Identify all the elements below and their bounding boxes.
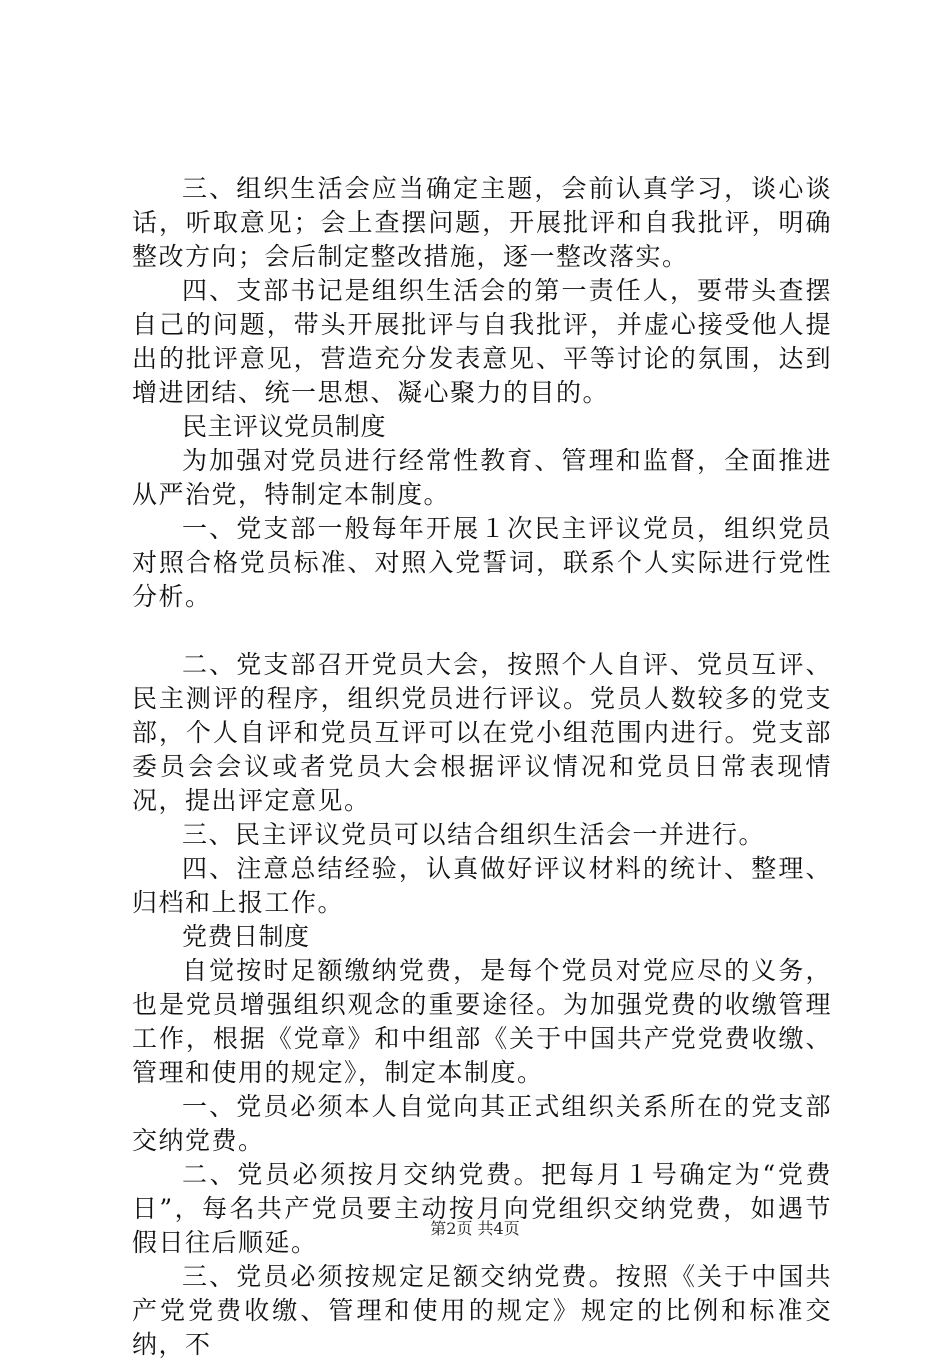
paragraph-dues-monthly: 二、党员必须按月交纳党费。把每月１号确定为“党费日”，每名共产党员要主动按月向党组织交纳党费，如遇节假日往后顺延。: [132, 1160, 832, 1257]
paragraph-evaluation-combined: 三、民主评议党员可以结合组织生活会一并进行。: [182, 820, 766, 849]
section-heading-evaluation: 民主评议党员制度: [182, 412, 387, 441]
document-body: [132, 172, 832, 1362]
paragraph-gap: [132, 614, 832, 648]
paragraph-secretary-responsibility: 四、支部书记是组织生活会的第一责任人，要带头查摆自己的问题，带头开展批评与自我批评，并虚心接受他人提出的批评意见，营造充分发表意见、平等讨论的氛围，达到增进团结、统一思想、凝心聚力的目的。: [132, 276, 832, 407]
paragraph-dues-amount: 三、党员必须按规定足额交纳党费。按照《关于中国共产党党费收缴、管理和使用的规定》规定的比例和标准交纳，不: [132, 1262, 832, 1359]
paragraph-evaluation-purpose: 为加强对党员进行经常性教育、管理和监督，全面推进从严治党，特制定本制度。: [132, 446, 832, 509]
section-heading-dues-day: 党费日制度: [182, 922, 310, 951]
paragraph-evaluation-procedure: 二、党支部召开党员大会，按照个人自评、党员互评、民主测评的程序，组织党员进行评议。党员人数较多的党支部，个人自评和党员互评可以在党小组范围内进行。党支部委员会会议或者党员大会根据评议情况和党员日常表现情况，提出评定意见。: [132, 650, 832, 815]
page-number-footer: 第2页 共4页: [430, 1219, 520, 1238]
paragraph-dues-self: 一、党员必须本人自觉向其正式组织关系所在的党支部交纳党费。: [132, 1092, 832, 1155]
paragraph-dues-purpose: 自觉按时足额缴纳党费，是每个党员对党应尽的义务，也是党员增强组织观念的重要途径。为加强党费的收缴管理工作，根据《党章》和中组部《关于中国共产党党费收缴、管理和使用的规定》，制定本制度。: [132, 956, 832, 1087]
paragraph-evaluation-annual: 一、党支部一般每年开展１次民主评议党员，组织党员对照合格党员标准、对照入党誓词，联系个人实际进行党性分析。: [132, 514, 832, 611]
paragraph-evaluation-archive: 四、注意总结经验，认真做好评议材料的统计、整理、归档和上报工作。: [132, 854, 832, 917]
paragraph-organizing-theme: 三、组织生活会应当确定主题，会前认真学习，谈心谈话，听取意见；会上查摆问题，开展批评和自我批评，明确整改方向；会后制定整改措施，逐一整改落实。: [132, 174, 832, 271]
